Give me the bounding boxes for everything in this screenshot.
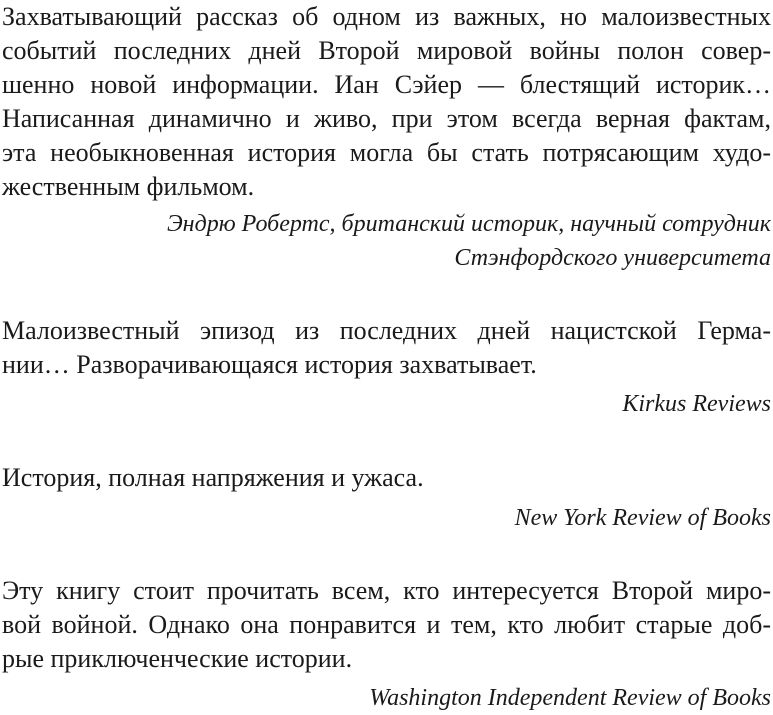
review-text-line: жественным фильмом. [2, 172, 255, 201]
review-text-line: Захватывающий рассказ об одном из важных, но малоизвестных [2, 2, 771, 31]
review-text-line: вой войной. Однако она понравится и тем, кто любит старые доб- [2, 610, 771, 639]
attribution-line: Эндрю Робертс, британский историк, научный сотрудник [166, 211, 771, 237]
attribution-line: Washington Independent Review of Books [369, 685, 771, 711]
attribution-line: Стэнфордского университета [454, 245, 771, 271]
review-text-line: событий последних дней Второй мировой войны полон совер- [2, 36, 771, 65]
review-text-line: эта необыкновенная история могла бы стать потрясающим худо- [2, 138, 771, 167]
review-text-line: История, полная напряжения и ужаса. [2, 463, 424, 492]
review-text-line: Малоизвестный эпизод из последних дней нацистской Герма- [2, 316, 771, 345]
attribution-line: Kirkus Reviews [622, 391, 771, 417]
attribution-line: New York Review of Books [514, 505, 771, 531]
reviews-page [2, 0, 771, 715]
review-text-line: нии… Разворачивающаяся история захватывает. [2, 350, 537, 379]
review-text-line: Написанная динамично и живо, при этом всегда верная фактам, [2, 104, 771, 133]
review-text-line: Эту книгу стоит прочитать всем, кто интересуется Второй миро- [2, 576, 771, 605]
review-text-line: шенно новой информации. Иан Сэйер — блестящий историк… [2, 70, 771, 99]
review-text-line: рые приключенческие истории. [2, 644, 353, 673]
